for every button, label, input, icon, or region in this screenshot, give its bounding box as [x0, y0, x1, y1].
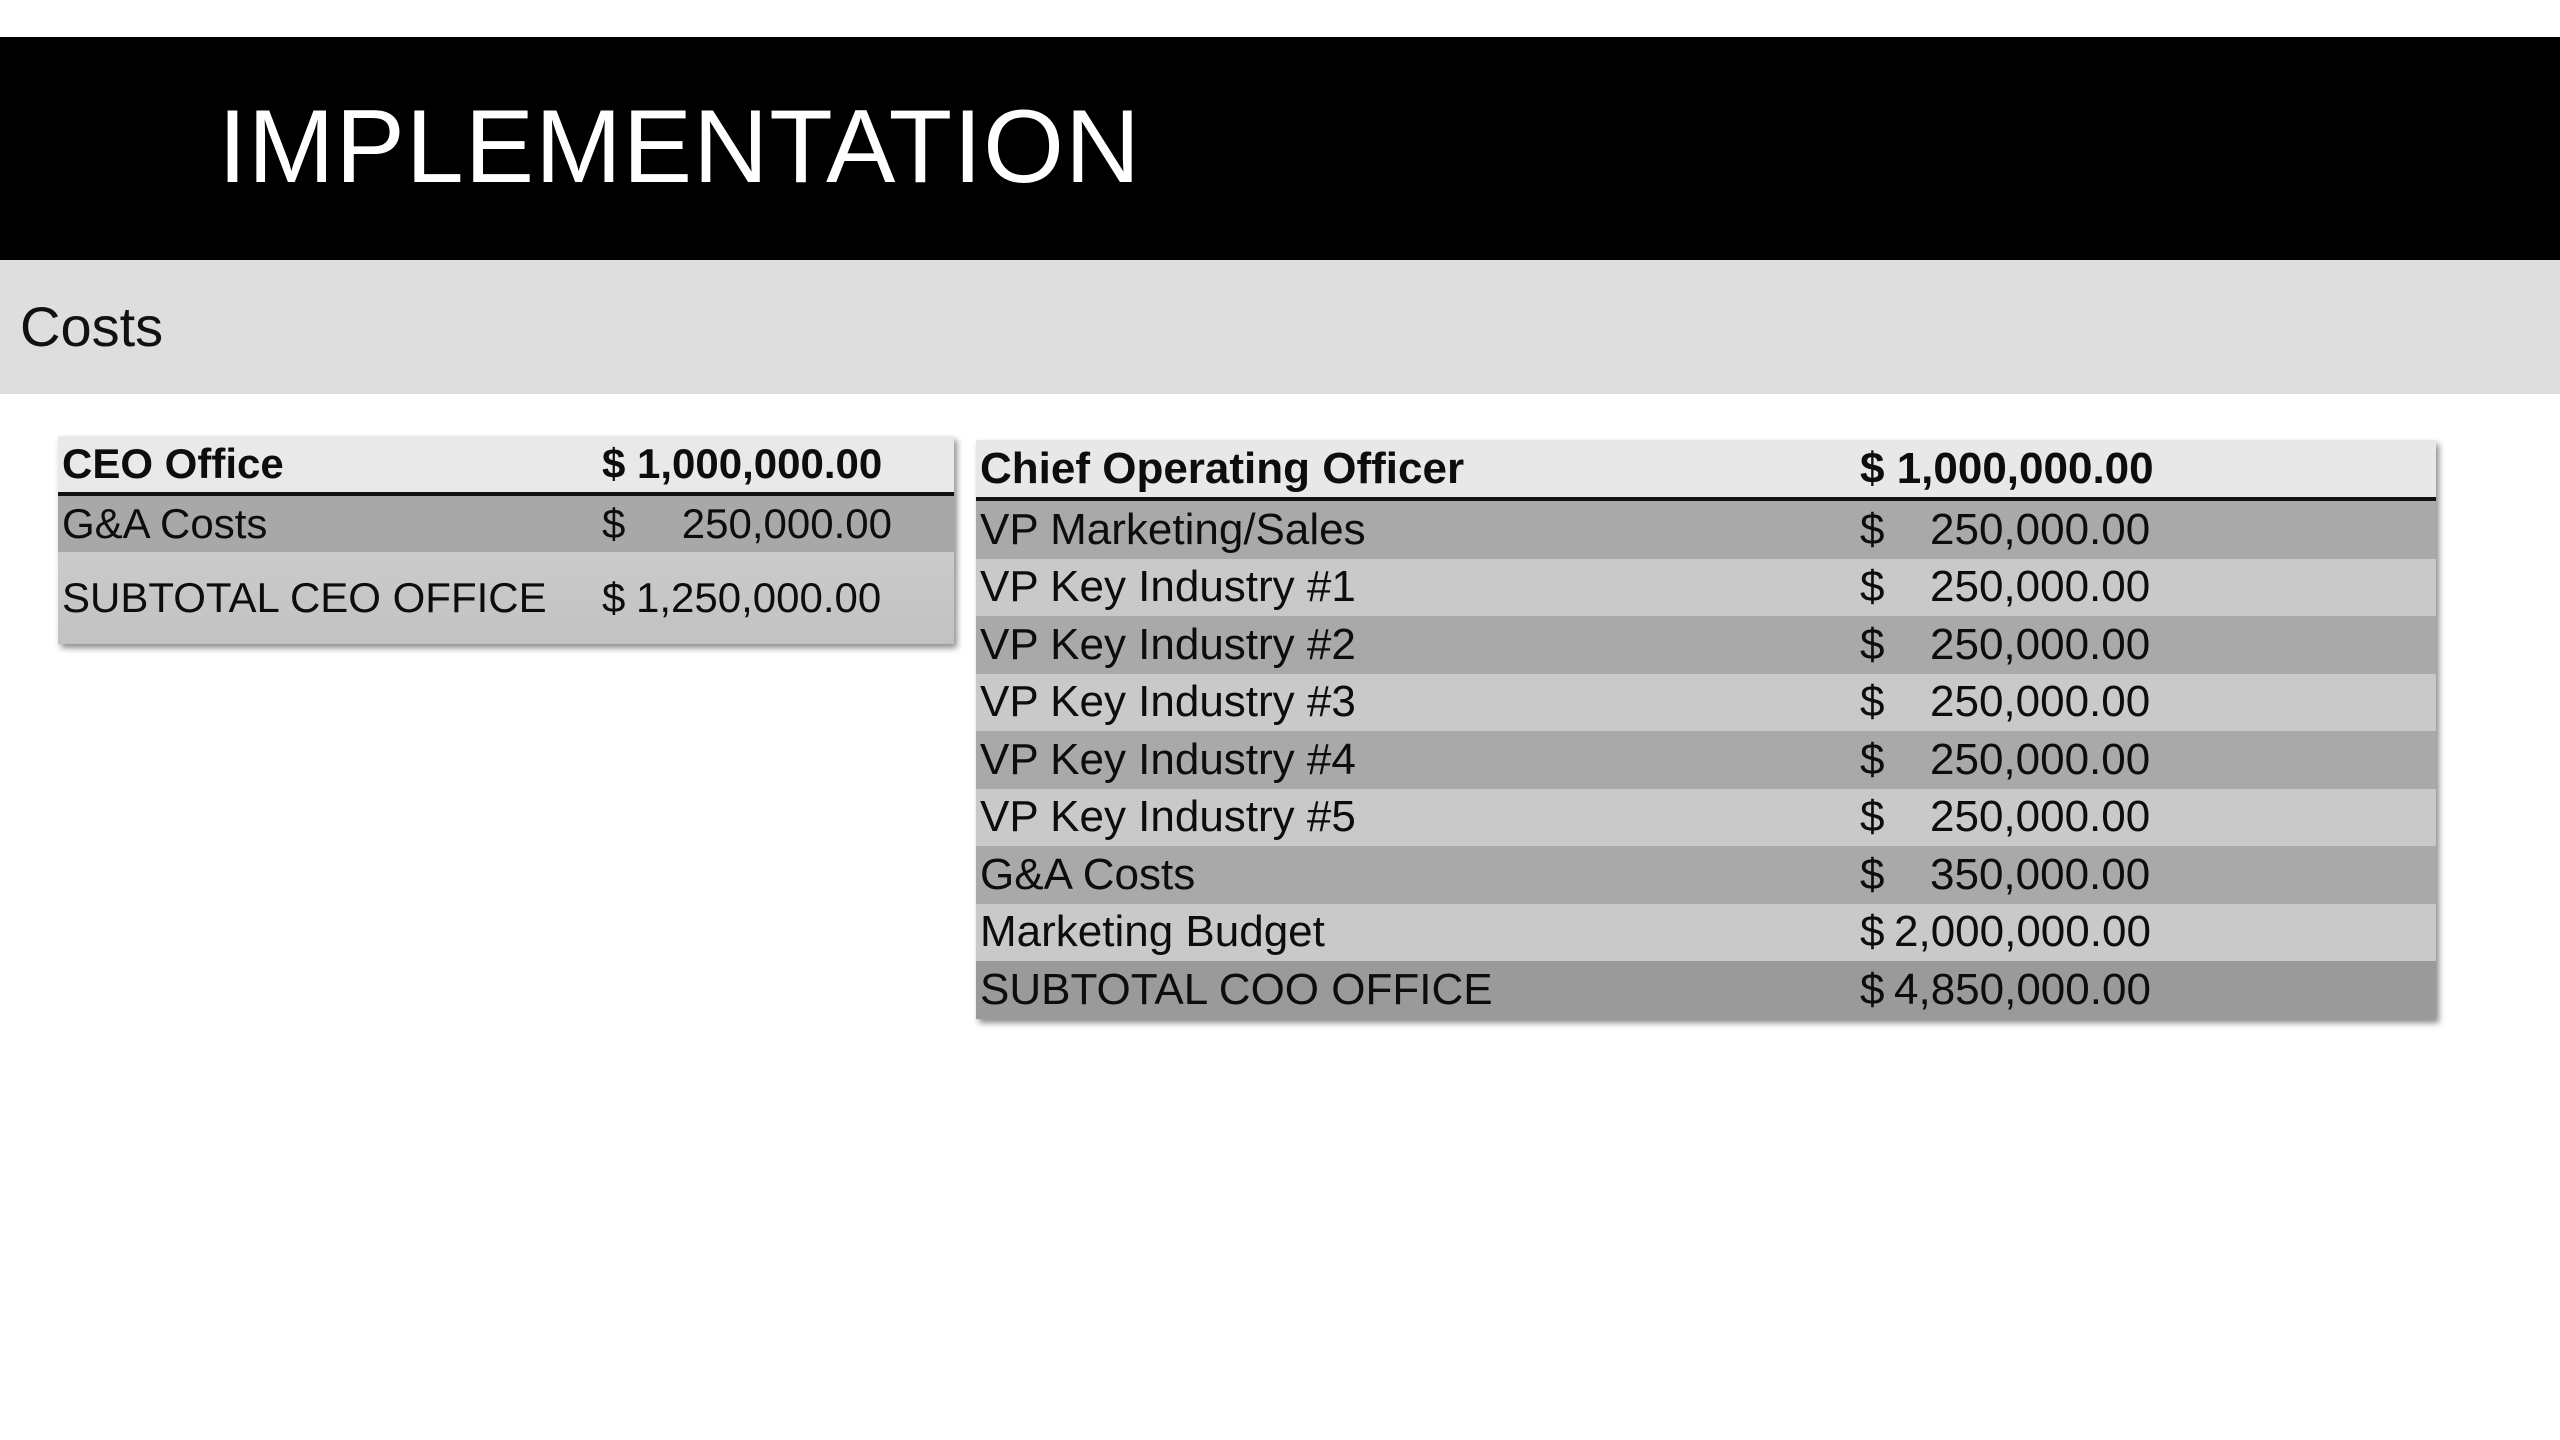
row-label: SUBTOTAL CEO OFFICE [58, 552, 598, 644]
row-amount: 250,000.00 [1930, 677, 2151, 727]
subtitle-bar [0, 260, 2560, 394]
row-amount-cell [1856, 904, 2436, 962]
table-header-row [976, 440, 2436, 499]
row-label: VP Key Industry #3 [976, 674, 1856, 732]
table-row [58, 494, 954, 552]
table-row [976, 904, 2436, 962]
row-amount-cell [1856, 846, 2436, 904]
row-amount-cell [1856, 674, 2436, 732]
currency-symbol: $ [1860, 849, 1885, 899]
row-label: VP Key Industry #5 [976, 789, 1856, 847]
currency-symbol: $ [1860, 677, 1885, 727]
row-amount-cell [1856, 616, 2436, 674]
slide-subtitle: Costs [20, 295, 164, 358]
header-amount: $ 1,000,000.00 [598, 436, 954, 494]
row-amount-cell [1856, 559, 2436, 617]
row-label: VP Key Industry #1 [976, 559, 1856, 617]
table-row [976, 846, 2436, 904]
currency-symbol: $ [1860, 619, 1885, 669]
table-row [976, 616, 2436, 674]
row-amount: 250,000.00 [1930, 734, 2151, 784]
row-amount: 4,850,000.00 [1894, 964, 2151, 1014]
row-amount: 2,000,000.00 [1894, 907, 2151, 957]
table-row [976, 559, 2436, 617]
row-amount: 250,000.00 [681, 500, 892, 547]
table-row [976, 674, 2436, 732]
currency-symbol: $ [1860, 964, 1885, 1014]
row-amount-cell [1856, 731, 2436, 789]
row-amount-cell [1856, 961, 2436, 1019]
row-label: G&A Costs [58, 494, 598, 552]
ceo-office-table [58, 436, 954, 644]
table-row [976, 789, 2436, 847]
table-row [976, 731, 2436, 789]
currency-symbol: $ [1860, 792, 1885, 842]
currency-symbol: $ [602, 574, 626, 621]
row-amount: 350,000.00 [1930, 849, 2151, 899]
subtotal-row [58, 552, 954, 644]
row-amount: 250,000.00 [1930, 619, 2151, 669]
header-label: CEO Office [58, 436, 598, 494]
currency-symbol: $ [1860, 907, 1885, 957]
row-label: VP Key Industry #4 [976, 731, 1856, 789]
currency-symbol: $ [602, 500, 626, 547]
row-label: SUBTOTAL COO OFFICE [976, 961, 1856, 1019]
row-amount-cell [1856, 789, 2436, 847]
row-amount-cell [598, 494, 954, 552]
subtotal-row [976, 961, 2436, 1019]
row-label: VP Marketing/Sales [976, 499, 1856, 559]
slide-title: IMPLEMENTATION [218, 89, 1142, 205]
row-amount: 250,000.00 [1930, 504, 2151, 554]
currency-symbol: $ [1860, 734, 1885, 784]
row-amount: 250,000.00 [1930, 792, 2151, 842]
header-label: Chief Operating Officer [976, 440, 1856, 499]
header-amount: $ 1,000,000.00 [1856, 440, 2436, 499]
currency-symbol: $ [1860, 562, 1885, 612]
currency-symbol: $ [1860, 504, 1885, 554]
row-label: VP Key Industry #2 [976, 616, 1856, 674]
row-amount-cell [598, 552, 954, 644]
row-amount: 1,250,000.00 [636, 574, 882, 621]
row-label: G&A Costs [976, 846, 1856, 904]
coo-office-table [976, 440, 2436, 1019]
row-label: Marketing Budget [976, 904, 1856, 962]
table-row [976, 499, 2436, 559]
table-header-row [58, 436, 954, 494]
row-amount-cell [1856, 499, 2436, 559]
row-amount: 250,000.00 [1930, 562, 2151, 612]
title-bar [0, 37, 2560, 260]
